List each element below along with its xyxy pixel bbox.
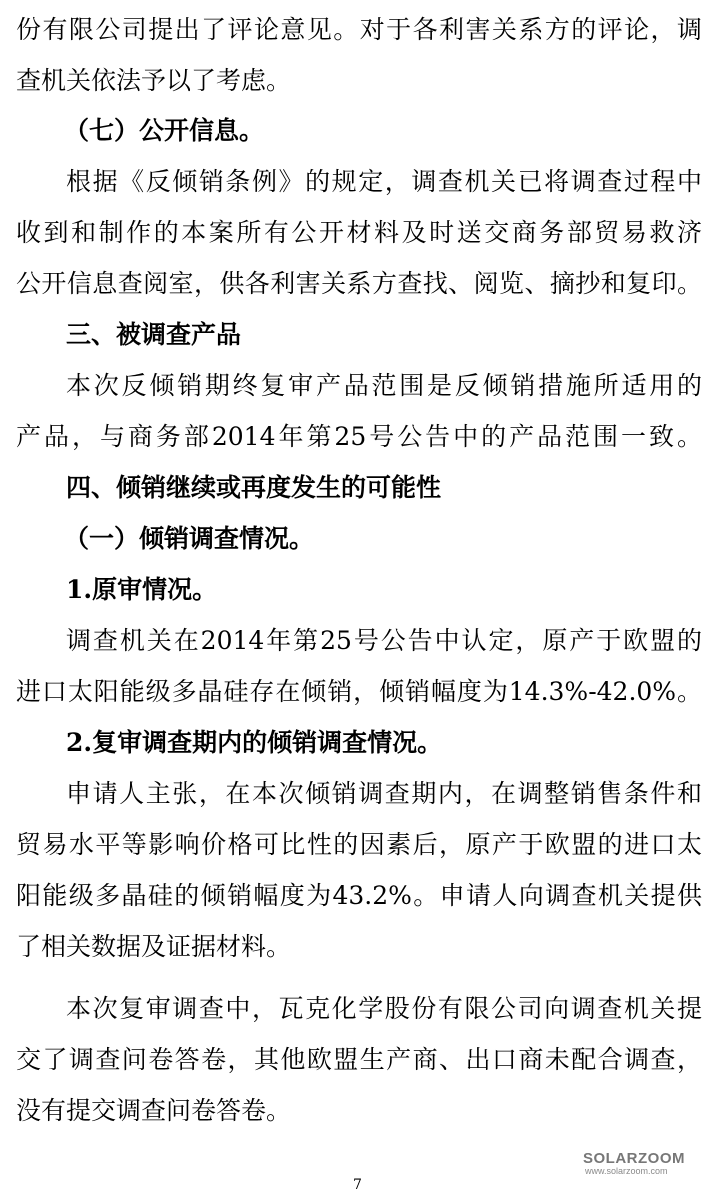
section-heading: 2.复审调查期内的倾销调查情况。 <box>66 728 443 757</box>
paragraph-line: 了相关数据及证据材料。 <box>16 932 292 961</box>
section-heading: （七）公开信息。 <box>64 116 265 145</box>
paragraph-line: 交了调查问卷答卷，其他欧盟生产商、出口商未配合调查， <box>16 1045 702 1074</box>
paragraph-line: 申请人主张，在本次倾销调查期内，在调整销售条件和 <box>66 779 702 808</box>
paragraph-line: 查机关依法予以了考虑。 <box>16 66 292 95</box>
section-heading: 三、被调查产品 <box>66 320 242 349</box>
paragraph-line: 收到和制作的本案所有公开材料及时送交商务部贸易救济 <box>16 218 702 247</box>
paragraph-line: 贸易水平等影响价格可比性的因素后，原产于欧盟的进口太 <box>16 830 702 859</box>
section-heading: 四、倾销继续或再度发生的可能性 <box>66 473 442 502</box>
paragraph-line: 没有提交调查问卷答卷。 <box>16 1096 292 1125</box>
paragraph-line: 份有限公司提出了评论意见。对于各利害关系方的评论，调 <box>16 15 702 44</box>
page-number: 7 <box>353 1177 362 1193</box>
paragraph-line: 根据《反倾销条例》的规定，调查机关已将调查过程中 <box>66 167 702 196</box>
paragraph-line: 进口太阳能级多晶硅存在倾销，倾销幅度为14.3%-42.0%。 <box>16 677 702 706</box>
paragraph-line: 调查机关在2014年第25号公告中认定，原产于欧盟的 <box>66 626 702 655</box>
section-heading: 1.原审情况。 <box>66 575 218 604</box>
paragraph-line: 本次复审调查中，瓦克化学股份有限公司向调查机关提 <box>66 994 702 1023</box>
paragraph-line: 阳能级多晶硅的倾销幅度为43.2%。申请人向调查机关提供 <box>16 881 702 910</box>
paragraph-line: 产品，与商务部2014年第25号公告中的产品范围一致。 <box>16 422 702 451</box>
paragraph-line: 公开信息查阅室，供各利害关系方查找、阅览、摘抄和复印。 <box>16 269 702 298</box>
watermark-logo-text: SOLARZOOM <box>583 1150 685 1167</box>
section-heading: （一）倾销调查情况。 <box>64 524 315 553</box>
paragraph-line: 本次反倾销期终复审产品范围是反倾销措施所适用的 <box>66 371 702 400</box>
watermark-url: www.solarzoom.com <box>585 1166 668 1176</box>
